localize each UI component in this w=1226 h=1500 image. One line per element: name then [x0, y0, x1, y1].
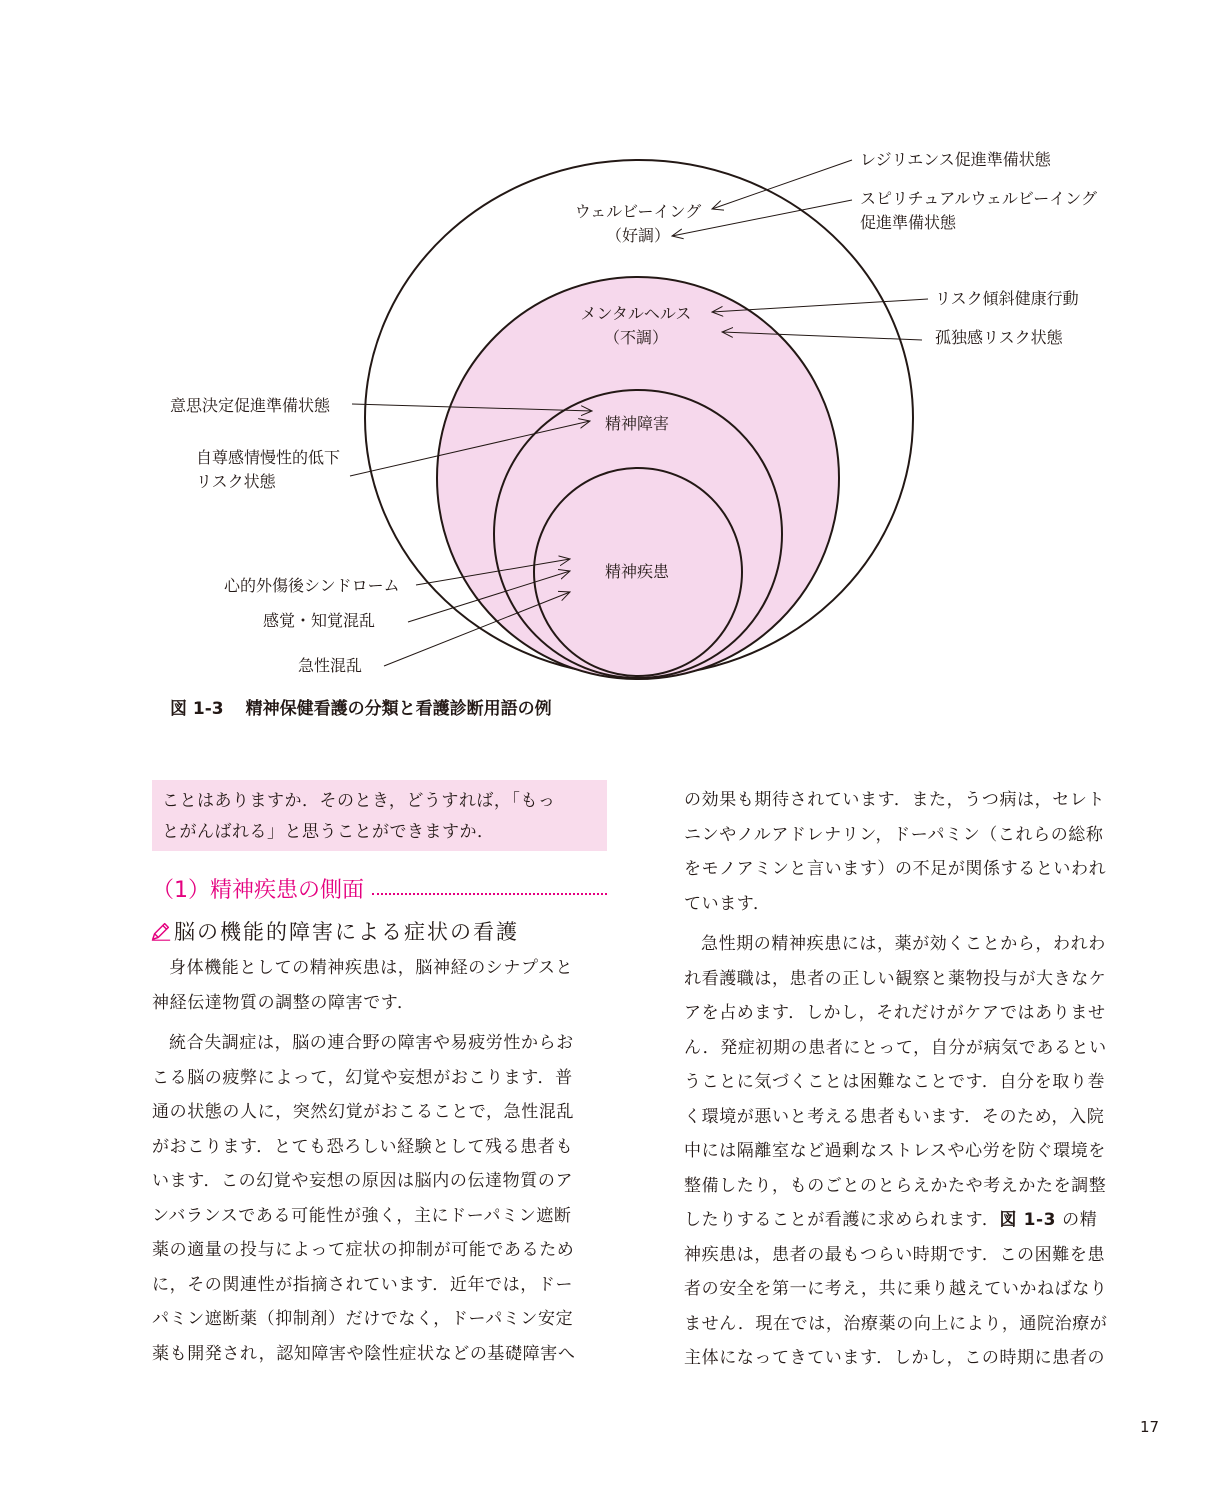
section-heading	[152, 873, 607, 904]
text-line: 急性期の精神疾患には，薬が効くことから，われわ	[701, 934, 1106, 954]
callout-risk-behavior: リスク傾斜健康行動	[935, 289, 1079, 308]
right-paragraph-1	[684, 783, 1154, 921]
figure-caption	[170, 694, 552, 719]
subsection-heading-text: 脳の機能的障害による症状の看護	[174, 920, 519, 944]
callout-acute: 急性混乱	[298, 656, 363, 675]
callout-ptsd: 心的外傷後シンドローム	[224, 576, 400, 595]
disorder-label: 精神障害	[604, 414, 669, 433]
mental-health-subtitle: （不調）	[603, 328, 668, 347]
text-line: 身体機能としての精神疾患は，脳神経のシナプスと	[169, 958, 574, 978]
text-line: ニンやノルアドレナリン，ドーパミン（これらの総称	[684, 824, 1104, 845]
text-line: れ看護職は，患者の正しい観察と薬物投与が大きなケ	[684, 968, 1107, 989]
callout-spiritual	[860, 187, 1097, 235]
left-column	[152, 951, 612, 1371]
wellbeing-label	[538, 200, 738, 248]
right-column	[684, 783, 1154, 1376]
text-line: ています．	[684, 893, 771, 914]
question-line-2: とがんばれる」と思うことができますか．	[162, 822, 495, 842]
wellbeing-title: ウェルビーイング	[574, 202, 702, 221]
question-line-1: ことはありますか．そのとき，どうすれば，「もっ	[162, 791, 556, 811]
text-line: ンバランスである可能性が強く，主にドーパミン遮断	[152, 1205, 572, 1226]
callout-self-esteem-line2: リスク状態	[196, 472, 276, 491]
text-line: の効果も期待されています．また，うつ病は，セレト	[684, 790, 1106, 810]
text-line: 主体になってきています．しかし，この時期に患者の	[684, 1348, 1106, 1368]
subsection-heading	[150, 916, 519, 946]
callout-sensory: 感覚・知覚混乱	[263, 611, 376, 630]
text-line: 薬も開発され，認知障害や陰性症状などの基礎障害へ	[152, 1343, 576, 1364]
text-line: 中には隔離室など過剰なストレスや心労を防ぐ環境を	[684, 1141, 1106, 1161]
text-line: パミン遮断薬（抑制剤）だけでなく，ドーパミン安定	[152, 1309, 574, 1329]
text-line: うことに気づくことは困難なことです．自分を取り巻	[684, 1072, 1106, 1092]
text-line: 神経伝達物質の調整の障害です．	[152, 992, 415, 1013]
ref-suffix: の精	[1056, 1210, 1098, 1230]
callout-loneliness: 孤独感リスク状態	[935, 328, 1063, 347]
heading-dotted-rule	[372, 893, 607, 895]
callout-spiritual-line2: 促進準備状態	[860, 213, 957, 232]
callout-resilience: レジリエンス促進準備状態	[860, 150, 1051, 169]
text-line: 薬の適量の投与によって症状の抑制が可能であるため	[152, 1240, 575, 1260]
text-line: に，その関連性が指摘されています．近年では，ドー	[152, 1274, 574, 1295]
figure-reference: 図 1-3	[999, 1210, 1057, 1230]
text-line: こる脳の疲弊によって，幻覚や妄想がおこります．普	[152, 1067, 573, 1088]
left-paragraph-1	[152, 951, 612, 1020]
ref-prefix: したりすることが看護に求められます．	[684, 1210, 1000, 1230]
text-line: ません．現在では，治療薬の向上により，通院治療が	[684, 1313, 1108, 1334]
text-line: アを占めます．しかし，それだけがケアではありませ	[684, 1003, 1106, 1023]
text-line: をモノアミンと言います）の不足が関係するといわれ	[684, 859, 1107, 879]
question-box	[152, 780, 607, 851]
text-line: がおこります．とても恐ろしい経験として残る患者も	[152, 1136, 574, 1157]
nested-circles-diagram	[0, 0, 1226, 700]
text-line: 通の状態の人に，突然幻覚がおこることで，急性混乱	[152, 1102, 575, 1122]
text-line: く環境が悪いと考える患者もいます．そのため，入院	[684, 1106, 1105, 1127]
right-paragraph-2	[684, 927, 1154, 1376]
pencil-icon	[150, 920, 172, 942]
section-heading-text: （1）精神疾患の側面	[152, 878, 364, 903]
figure-number: 図 1-3	[170, 699, 224, 719]
left-paragraph-2	[152, 1026, 612, 1371]
text-line: ん．発症初期の患者にとって，自分が病気であるとい	[684, 1037, 1107, 1058]
text-line: 者の安全を第一に考え，共に乗り越えていかねばなり	[684, 1279, 1108, 1299]
text-line: 整備したり，ものごとのとらえかたや考えかたを調整	[684, 1175, 1107, 1196]
text-line	[684, 1203, 1154, 1238]
mental-health-title: メンタルヘルス	[580, 304, 692, 323]
callout-self-esteem-line1: 自尊感情慢性的低下	[196, 448, 341, 467]
page-number: 17	[1140, 1418, 1160, 1436]
callout-spiritual-line1: スピリチュアルウェルビーイング	[860, 189, 1097, 208]
mental-health-label	[536, 302, 736, 350]
disease-label: 精神疾患	[604, 562, 669, 581]
text-line: 統合失調症は，脳の連合野の障害や易疲労性からお	[169, 1033, 574, 1053]
callout-decision: 意思決定促進準備状態	[170, 396, 331, 415]
text-line: います．この幻覚や妄想の原因は脳内の伝達物質のア	[152, 1171, 574, 1191]
figure-caption-text: 精神保健看護の分類と看護診断用語の例	[245, 699, 552, 719]
wellbeing-subtitle: （好調）	[605, 226, 670, 245]
callout-self-esteem	[196, 446, 340, 494]
text-line: 神疾患は，患者の最もつらい時期です．この困難を患	[684, 1244, 1106, 1265]
